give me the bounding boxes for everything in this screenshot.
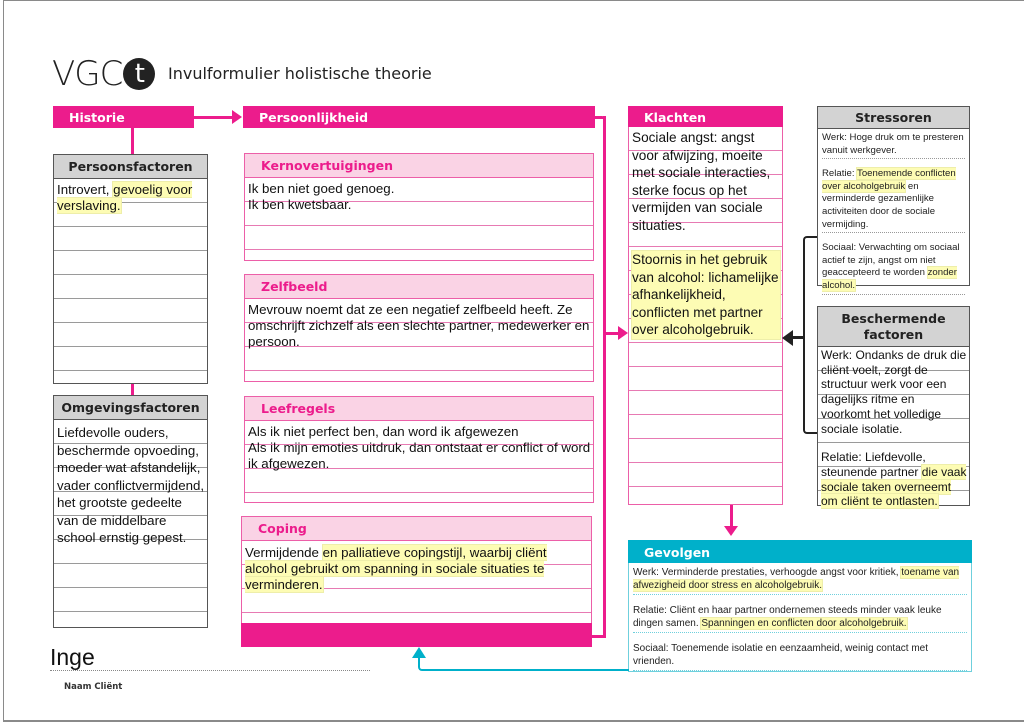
logo-t-badge-icon: t bbox=[123, 58, 155, 90]
leefregels-box bbox=[244, 396, 594, 503]
arrow-right-icon bbox=[618, 326, 628, 340]
omgevingsfactoren-title: Omgevingsfactoren bbox=[54, 396, 207, 420]
beschermende-factoren-field[interactable]: Werk: Ondanks de druk die cliënt voelt, zorgt de structuur werk voor een dagelijks ritme en voorkomt het volledige sociale isolatie. Relatie: Liefdevolle, steunende partner die vaak sociale taken overneemt om cliënt te ontlasten. bbox=[818, 347, 969, 505]
zelfbeeld-field[interactable]: Mevrouw noemt dat ze een negatief zelfbeeld heeft. Ze omschrijft zichzelf als een slechte partner, medewerker en persoon. bbox=[245, 299, 593, 381]
arrow-down-icon bbox=[724, 526, 738, 536]
arrow-right-icon bbox=[232, 110, 242, 124]
highlighted-text: zonder alcohol. bbox=[822, 267, 957, 291]
kernovertuigingen-field[interactable]: Ik ben niet goed genoeg. Ik ben kwetsbaar. bbox=[245, 178, 593, 260]
connector-historie bbox=[131, 128, 134, 154]
kernovertuigingen-box bbox=[244, 153, 594, 261]
highlighted-text: die vaak sociale taken overneemt om cliënt te ontlasten. bbox=[821, 464, 967, 509]
connector-line bbox=[730, 505, 733, 527]
connector-line bbox=[603, 116, 606, 638]
client-name-label: Naam Cliënt bbox=[64, 682, 123, 692]
feedback-connector bbox=[418, 657, 629, 671]
coping-footer-bar bbox=[241, 623, 592, 647]
beschermende-factoren-box bbox=[817, 306, 970, 509]
omgevingsfactoren-field[interactable]: Liefdevolle ouders, beschermde opvoeding, moeder wat afstandelijk, vader conflictvermijdend, het grootste gedeelte van de middelbare school ernstig gepest. bbox=[54, 420, 207, 627]
arrow-left-icon bbox=[782, 330, 793, 346]
highlighted-text: toename van afwezigheid door stress en alcoholgebruik. bbox=[633, 567, 960, 591]
gevolgen-box bbox=[628, 563, 972, 672]
connector-line bbox=[792, 336, 804, 339]
klachten-header: Klachten bbox=[628, 106, 783, 128]
leefregels-title: Leefregels bbox=[245, 397, 593, 421]
stressoren-field[interactable]: Werk: Hoge druk om te presteren vanuit werkgever. Relatie: Toenemende conflicten over alcoholgebruik en verminderde gezamenlijke activiteiten door de sociale vermijding. Sociaal: Verwachting om sociaal actief te zijn, angst om niet geaccepteerd te worden zonder alcohol. bbox=[818, 129, 969, 298]
highlighted-text: gevoelig voor verslaving. bbox=[57, 182, 193, 213]
client-name-value[interactable]: Inge bbox=[50, 644, 95, 670]
kernovertuigingen-title: Kernovertuigingen bbox=[245, 154, 593, 178]
highlighted-text: Stoornis in het gebruik van alcohol: lichamelijke afhankelijkheid, conflicten met partner over alcoholgebruik. bbox=[632, 252, 779, 337]
klachten-field[interactable]: Sociale angst: angst voor afwijzing, moeite met sociale interacties, sterke focus op het vermijden van sociale situaties. Stoornis in het gebruik van alcohol: lichamelijke afhankelijkheid, conflicten met partner over alcoholgebruik. bbox=[629, 127, 782, 503]
coping-box bbox=[241, 516, 592, 647]
stressoren-box bbox=[817, 106, 970, 291]
beschermende-factoren-title: Beschermende factoren bbox=[818, 307, 969, 347]
connector-line bbox=[603, 332, 619, 335]
stressoren-title: Stressoren bbox=[818, 107, 969, 129]
highlighted-text: Spanningen en conflicten door alcoholgebruik. bbox=[701, 618, 907, 629]
historie-header: Historie bbox=[53, 106, 194, 128]
arrow-up-icon bbox=[412, 647, 426, 658]
persoonsfactoren-box bbox=[53, 154, 208, 384]
omgevingsfactoren-box bbox=[53, 395, 208, 628]
connector-line bbox=[592, 635, 606, 638]
connector-persoon-omgeving bbox=[131, 383, 134, 395]
vgct-logo: VGC t bbox=[52, 54, 155, 94]
document-title: Invulformulier holistische theorie bbox=[168, 64, 432, 83]
klachten-box bbox=[628, 127, 783, 505]
coping-title: Coping bbox=[242, 517, 591, 541]
gevolgen-field[interactable]: Werk: Verminderde prestaties, verhoogde angst voor kritiek, toename van afwezigheid door stress en alcoholgebruik. Relatie: Cliënt en haar partner ondernemen steeds minder vaak leuke dingen samen. Spanningen en conflicten door alcoholgebruik. Sociaal: Toenemende isolatie en eenzaamheid, weinig contact met vrienden. bbox=[629, 563, 971, 674]
highlighted-text: Toenemende conflicten over alcoholgebruik bbox=[822, 168, 956, 192]
leefregels-field[interactable]: Als ik niet perfect ben, dan word ik afgewezen Als ik mijn emoties uitdruk, dan ontstaat er conflict of word ik afgewezen. bbox=[245, 421, 593, 502]
arrow-historie-persoonlijkheid bbox=[194, 116, 234, 119]
gevolgen-header: Gevolgen bbox=[628, 540, 972, 564]
persoonsfactoren-field[interactable]: Introvert, gevoelig voor verslaving. bbox=[54, 179, 207, 383]
client-name-underline bbox=[50, 670, 370, 671]
persoonlijkheid-header: Persoonlijkheid bbox=[243, 106, 595, 128]
zelfbeeld-box bbox=[244, 274, 594, 382]
highlighted-text: en palliatieve copingstijl, waarbij cliënt alcohol gebruikt om spanning in sociale situaties te verminderen. bbox=[245, 545, 547, 592]
persoonsfactoren-title: Persoonsfactoren bbox=[54, 155, 207, 179]
zelfbeeld-title: Zelfbeeld bbox=[245, 275, 593, 299]
coping-field[interactable]: Vermijdende en palliatieve copingstijl, waarbij cliënt alcohol gebruikt om spanning in sociale situaties te verminderen. bbox=[242, 541, 591, 623]
